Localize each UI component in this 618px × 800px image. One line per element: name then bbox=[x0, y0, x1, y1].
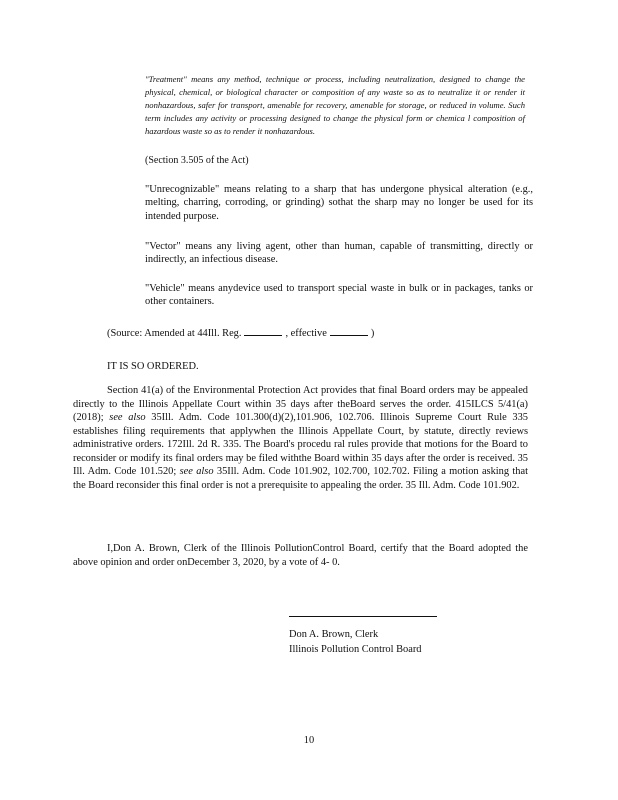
signer-organization: Illinois Pollution Control Board bbox=[289, 644, 422, 655]
signer-name: Don A. Brown, Clerk bbox=[289, 629, 379, 640]
effective-date-blank bbox=[330, 324, 368, 336]
source-middle: , effective bbox=[285, 328, 327, 339]
page-number: 10 bbox=[303, 735, 315, 746]
definition-vehicle: "Vehicle" means anydevice used to transport special waste in bulk or in packages, tanks or other containers. bbox=[145, 283, 533, 308]
treatment-definition: "Treatment" means any method, technique or process, including neutralization, designed to change the physical, chemical, or biological character or composition of any waste so as to neutralize it or render it nonhazardous, safer for transport, amenable for recovery, amenable for storage, or reduced in volume. Such term includes any activity or processing designed to change the physical form or chemica l composition of hazardous waste so as to render it nonhazardous. bbox=[145, 74, 525, 136]
signature-line bbox=[289, 616, 437, 617]
see-also-1: see also bbox=[109, 412, 146, 423]
source-note bbox=[107, 324, 374, 339]
appeal-paragraph bbox=[73, 384, 528, 492]
order-statement: IT IS SO ORDERED. bbox=[107, 361, 199, 372]
appeal-text-3: 35Ill. Adm. Code 101.902, 102.700, 102.702. Filing a motion asking that the Board reconsider this final order is not a prerequisite to appealing the order. 35 Ill. Adm. Code 101.902. bbox=[73, 466, 528, 491]
source-prefix: (Source: Amended at 44Ill. Reg. bbox=[107, 328, 242, 339]
see-also-2: see also bbox=[179, 466, 214, 477]
appeal-text-1: Section 41(a) of the Environmental Protection Act provides that final Board orders may be appealed directly to the Illinois Appellate Court within 35 days after theBoard serves the order. 415ILCS 5/41(a) (2018); bbox=[73, 385, 528, 423]
clerk-certification: I,Don A. Brown, Clerk of the Illinois PollutionControl Board, certify that the Board adopted the above opinion and order onDecember 3, 2020, by a vote of 4- 0. bbox=[73, 543, 528, 568]
appeal-text-2: 35Ill. Adm. Code 101.300(d)(2),101.906, 102.706. Illinois Supreme Court Rule 335 establishes filing requirements that applywhen the Illinois Appellate Court, by statute, directly reviews administrative orders. 172Ill. 2d R. 335. The Board's procedu ral rules provide that motions for the Board to reconsider or modify its final orders may be filed withthe Board within 35 days after the order is received. 35 Ill. Adm. Code 101.520; bbox=[73, 412, 528, 477]
register-blank bbox=[244, 324, 282, 336]
definition-unrecognizable: "Unrecognizable" means relating to a sharp that has undergone physical alteration (e.g., melting, charring, corroding, or grinding) sothat the sharp may no longer be used for its intended purpose. bbox=[145, 184, 533, 222]
definition-vector: "Vector" means any living agent, other than human, capable of transmitting, directly or indirectly, an infectious disease. bbox=[145, 241, 533, 266]
signature-block bbox=[289, 627, 422, 657]
treatment-section-citation: (Section 3.505 of the Act) bbox=[145, 155, 249, 166]
source-suffix: ) bbox=[370, 328, 375, 339]
